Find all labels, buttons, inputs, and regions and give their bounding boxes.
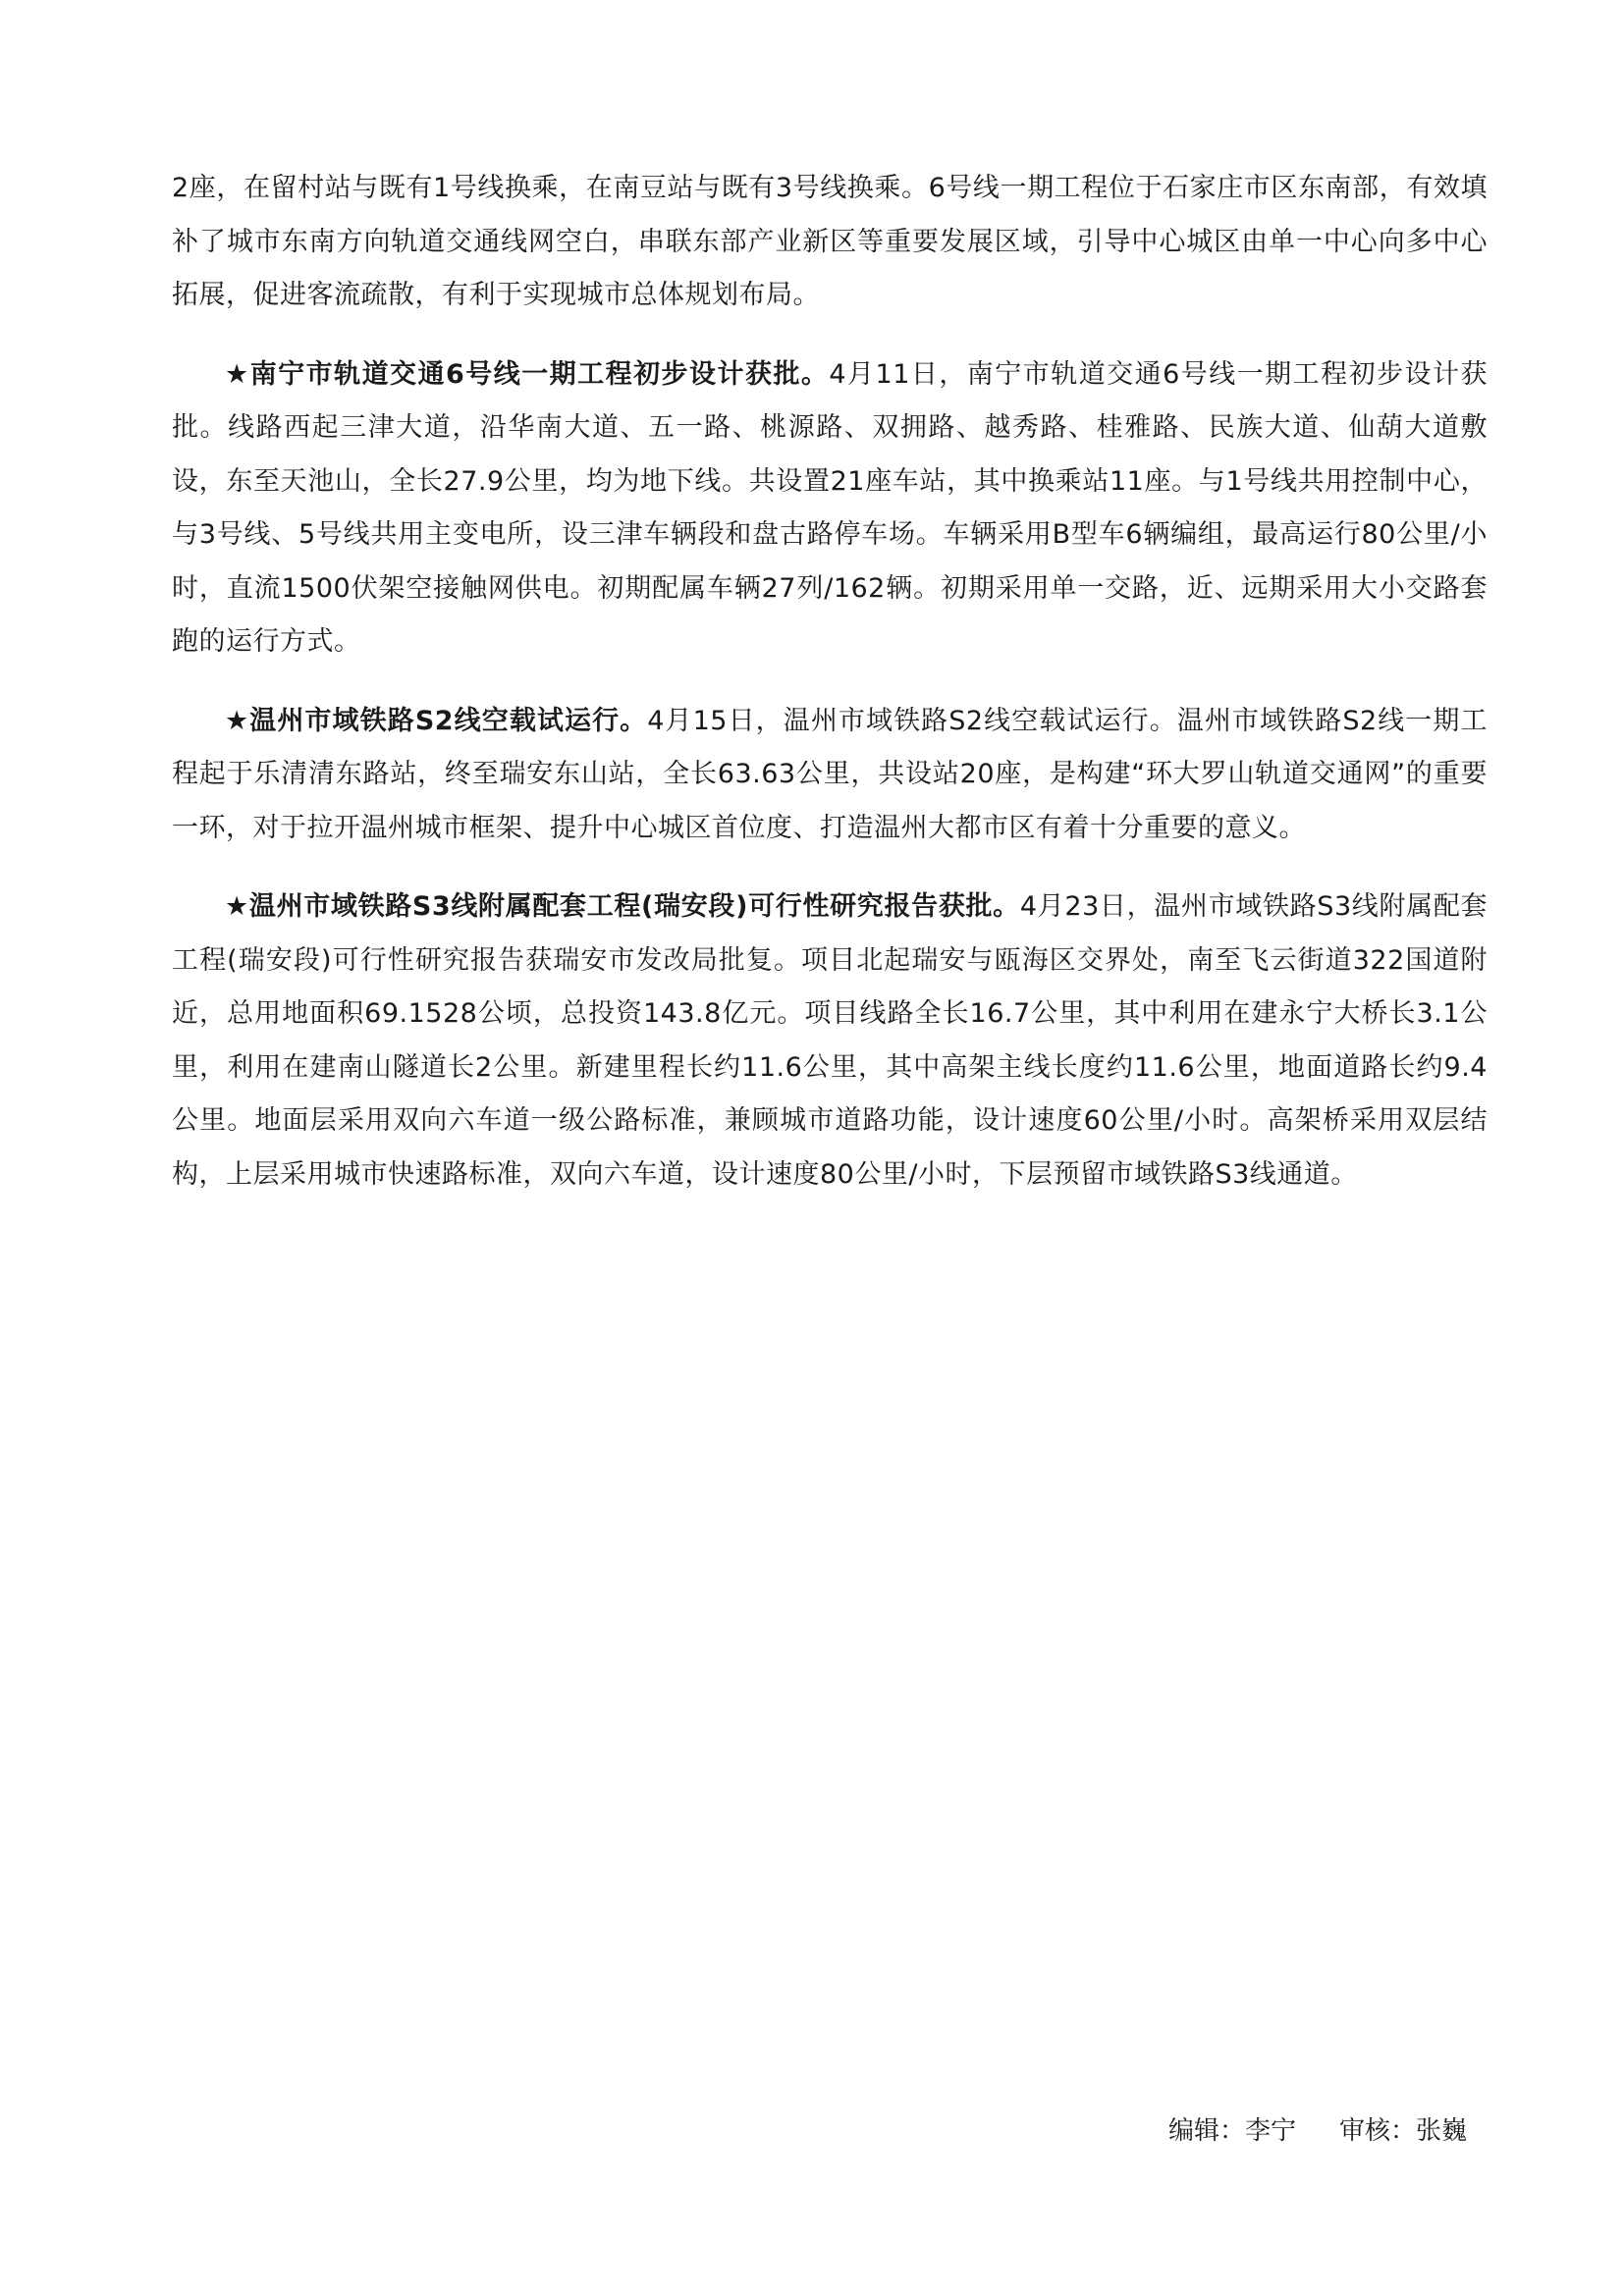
reviewer-credit: 审核：张巍 [1338,2116,1467,2146]
star-icon: ★ [225,891,249,922]
editorial-footer [1168,2110,1467,2147]
continuation-paragraph: 2座，在留村站与既有1号线换乘，在南豆站与既有3号线换乘。6号线一期工程位于石家庄市区东南部，有效填补了城市东南方向轨道交通线网空白，串联东部产业新区等重要发展区域，引导中心城区由单一中心向多中心拓展，促进客流疏散，有利于实现城市总体规划布局。 [172,173,1488,310]
news-body: 4月11日，南宁市轨道交通6号线一期工程初步设计获批。线路西起三津大道，沿华南大道、五一路、桃源路、双拥路、越秀路、桂雅路、民族大道、仙葫大道敷设，东至天池山，全长27.9公里，均为地下线。共设置21座车站，其中换乘站11座。与1号线共用控制中心，与3号线、5号线共用主变电所，设三津车辆段和盘古路停车场。车辆采用B型车6辆编组，最高运行80公里/小时，直流1500伏架空接触网供电。初期配属车辆27列/162辆。初期采用单一交路，近、远期采用大小交路套跑的运行方式。 [172,358,1488,657]
news-item-wenzhou-s3 [172,881,1488,1201]
news-headline: 温州市域铁路S3线附属配套工程(瑞安段)可行性研究报告获批。 [248,891,1020,922]
editor-credit: 编辑：李宁 [1167,2116,1296,2146]
news-body: 4月23日，温州市域铁路S3线附属配套工程(瑞安段)可行性研究报告获瑞安市发改局批复。项目北起瑞安与瓯海区交界处，南至飞云街道322国道附近，总用地面积69.1528公顷，总投资143.8亿元。项目线路全长16.7公里，其中利用在建永宁大桥长3.1公里，利用在建南山隧道长2公里。新建里程长约11.6公里，其中高架主线长度约11.6公里，地面道路长约9.4公里。地面层采用双向六车道一级公路标准，兼顾城市道路功能，设计速度60公里/小时。高架桥采用双层结构，上层采用城市快速路标准，双向六车道，设计速度80公里/小时，下层预留市域铁路S3线通道。 [172,891,1488,1190]
star-icon: ★ [225,705,250,736]
document-body [172,162,1488,1201]
news-item-wenzhou-s2 [172,695,1488,856]
news-item-nanning-line6 [172,348,1488,669]
star-icon: ★ [225,358,250,390]
news-headline: 温州市域铁路S2线空载试运行。 [249,705,648,736]
news-headline: 南宁市轨道交通6号线一期工程初步设计获批。 [249,358,830,390]
news-body: 4月15日，温州市域铁路S2线空载试运行。温州市域铁路S2线一期工程起于乐清清东路站，终至瑞安东山站，全长63.63公里，共设站20座，是构建“环大罗山轨道交通网”的重要一环，对于拉开温州城市框架、提升中心城区首位度、打造温州大都市区有着十分重要的意义。 [172,705,1488,843]
